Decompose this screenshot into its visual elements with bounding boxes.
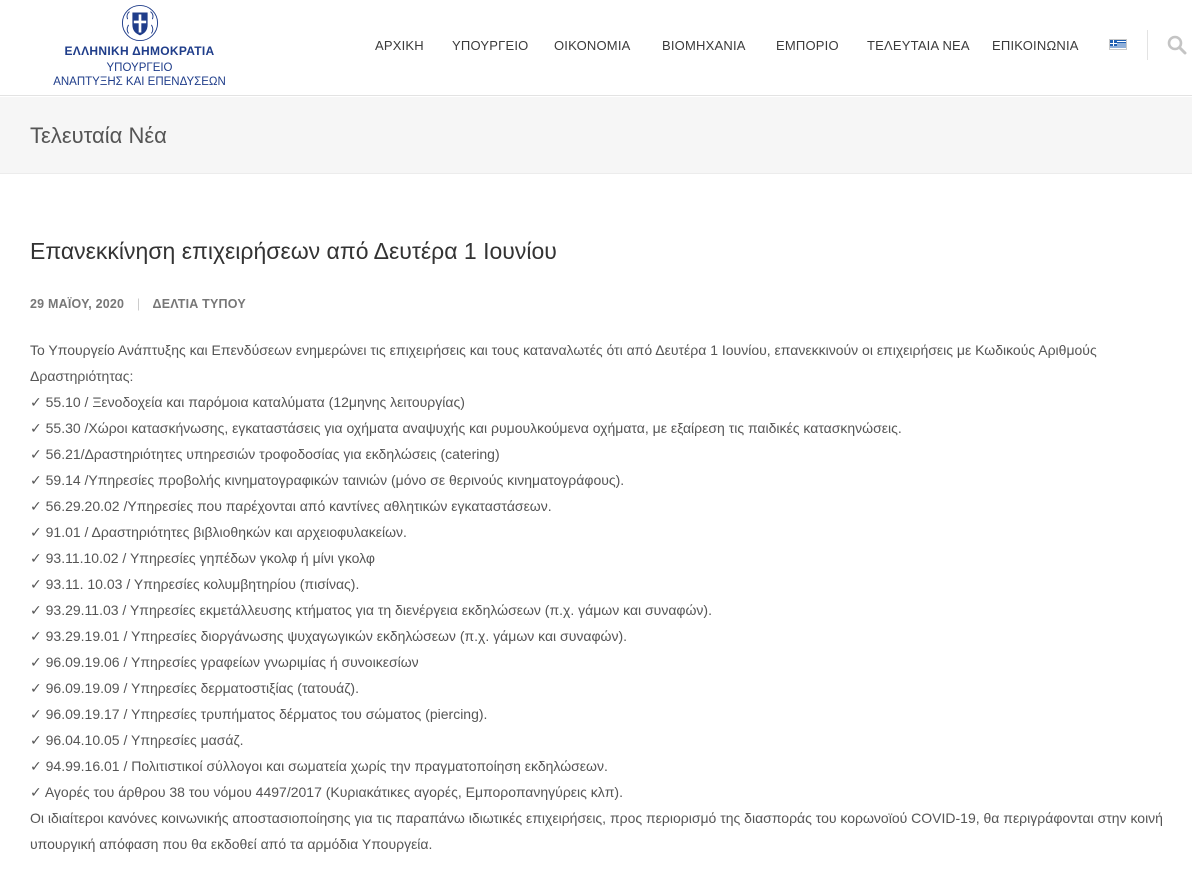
list-item: ✓ 96.09.19.17 / Υπηρεσίες τρυπήματος δέρματος του σώματος (piercing). <box>30 706 488 722</box>
article-title: Επανεκκίνηση επιχειρήσεων από Δευτέρα 1 Ιουνίου <box>30 238 557 264</box>
nav-item-home[interactable]: ΑΡΧΙΚΗ <box>375 38 424 53</box>
list-item: ✓ 93.29.19.01 / Υπηρεσίες διοργάνωσης ψυχαγωγικών εκδηλώσεων (π.χ. γάμων και συναφών). <box>30 628 628 644</box>
list-item: ✓ 56.21/Δραστηριότητες υπηρεσιών τροφοδοσίας για εκδηλώσεις (catering) <box>30 446 500 462</box>
list-item: ✓ 56.29.20.02 /Υπηρεσίες που παρέχονται από καντίνες αθλητικών εγκαταστάσεων. <box>30 498 552 514</box>
article-date: 29 ΜΑΪΟΥ, 2020 <box>30 297 125 311</box>
list-item: ✓ 96.09.19.09 / Υπηρεσίες δερματοστιξίας (τατουάζ). <box>30 680 359 696</box>
list-item: ✓ 55.30 /Χώροι κατασκήνωσης, εγκαταστάσεις για οχήματα αναψυχής και ρυμουλκούμενα οχήματα, με εξαίρεση τις παιδικές κατασκηνώσεις. <box>30 420 902 436</box>
logo-line-ministry-name: ΑΝΑΠΤΥΞΗΣ ΚΑΙ ΕΠΕΝΔΥΣΕΩΝ <box>53 76 226 88</box>
article-meta <box>30 297 246 311</box>
search-button[interactable] <box>1167 35 1187 55</box>
list-item: ✓ 96.04.10.05 / Υπηρεσίες μασάζ. <box>30 732 244 748</box>
nav-item-ministry[interactable]: ΥΠΟΥΡΓΕΙΟ <box>452 38 529 53</box>
nav-item-commerce[interactable]: ΕΜΠΟΡΙΟ <box>776 38 839 53</box>
list-item: ✓ 93.11.10.02 / Υπηρεσίες γηπέδων γκολφ ή μίνι γκολφ <box>30 550 375 566</box>
article-closing: Οι ιδιαίτεροι κανόνες κοινωνικής αποστασιοποίησης για τις παραπάνω ιδιωτικές επιχειρήσεις, προς περιορισμό της διασποράς του κορωνοϊού COVID-19, θα περιγράφονται στην κοινή υπουργική απόφαση που θα εκδοθεί από τα αρμόδια Υπουργεία. <box>30 810 1163 852</box>
nav-item-industry[interactable]: ΒΙΟΜΗΧΑΝΙΑ <box>662 38 746 53</box>
article-category-link[interactable]: ΔΕΛΤΙΑ ΤΥΠΟΥ <box>152 297 246 311</box>
article-intro: Το Υπουργείο Ανάπτυξης και Επενδύσεων ενημερώνει τις επιχειρήσεις και τους καταναλωτές ότι από Δευτέρα 1 Ιουνίου, επανεκκινούν οι επιχειρήσεις με Κωδικούς Αριθμούς Δραστηριότητας: <box>30 342 1097 384</box>
logo-line-ministry: ΥΠΟΥΡΓΕΙΟ <box>106 62 173 74</box>
list-item: ✓ 93.29.11.03 / Υπηρεσίες εκμετάλλευσης κτήματος για τη διενέργεια εκδηλώσεων (π.χ. γάμων και συναφών). <box>30 602 712 618</box>
search-icon <box>1167 35 1187 55</box>
page-title-band <box>0 97 1192 174</box>
list-item: ✓ 91.01 / Δραστηριότητες βιβλιοθηκών και αρχειοφυλακείων. <box>30 524 407 540</box>
nav-item-contact[interactable]: ΕΠΙΚΟΙΝΩΝΙΑ <box>992 38 1079 53</box>
site-header <box>0 0 1192 96</box>
page-title: Τελευταία Νέα <box>30 123 167 148</box>
list-item: ✓ 59.14 /Υπηρεσίες προβολής κινηματογραφικών ταινιών (μόνο σε θερινούς κινηματογράφους). <box>30 472 625 488</box>
list-item: ✓ 96.09.19.06 / Υπηρεσίες γραφείων γνωριμίας ή συνοικεσίων <box>30 654 419 670</box>
list-item: ✓ 94.99.16.01 / Πολιτιστικοί σύλλογοι και σωματεία χωρίς την πραγματοποίηση εκδηλώσεων. <box>30 758 608 774</box>
greek-flag-icon[interactable] <box>1109 39 1127 50</box>
nav-item-latest-news[interactable]: ΤΕΛΕΥΤΑΙΑ ΝΕΑ <box>867 38 970 53</box>
logo-line-republic: ΕΛΛΗΝΙΚΗ ΔΗΜΟΚΡΑΤΙΑ <box>64 44 215 58</box>
list-item: ✓ 93.11. 10.03 / Υπηρεσίες κολυμβητηρίου (πισίνας). <box>30 576 360 592</box>
nav-item-economy[interactable]: ΟΙΚΟΝΟΜΙΑ <box>554 38 631 53</box>
list-item: ✓ Αγορές του άρθρου 38 του νόμου 4497/2017 (Κυριακάτικες αγορές, Εμποροπανηγύρεις κλπ). <box>30 784 623 800</box>
ministry-logo[interactable] <box>52 4 227 89</box>
list-item: ✓ 55.10 / Ξενοδοχεία και παρόμοια καταλύματα (12μηνης λειτουργίας) <box>30 394 465 410</box>
nav-divider <box>1147 30 1148 60</box>
article-body <box>30 337 1170 857</box>
meta-separator: | <box>136 297 141 311</box>
greek-coat-of-arms-icon <box>121 4 159 42</box>
